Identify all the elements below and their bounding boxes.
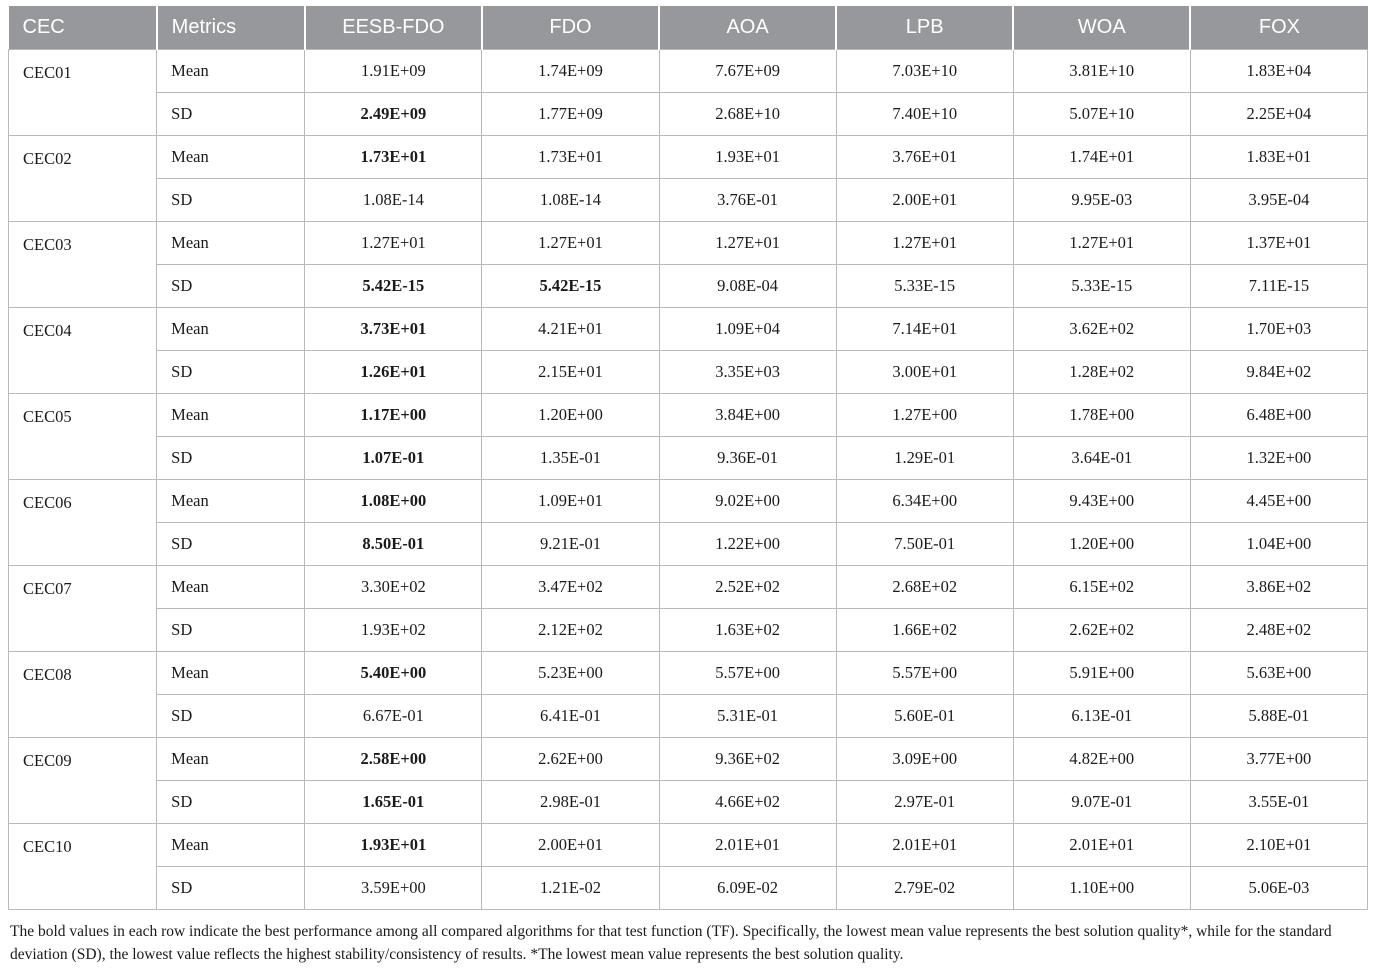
metric-label: Mean bbox=[157, 480, 305, 523]
value-cell: 9.43E+00 bbox=[1013, 480, 1190, 523]
value-cell: 1.27E+00 bbox=[836, 394, 1013, 437]
value-cell: 2.00E+01 bbox=[836, 179, 1013, 222]
value-cell: 7.03E+10 bbox=[836, 50, 1013, 93]
header-row bbox=[9, 6, 1368, 50]
cec-label: CEC01 bbox=[9, 50, 157, 136]
value-cell: 1.27E+01 bbox=[659, 222, 836, 265]
value-cell: 2.01E+01 bbox=[1013, 824, 1190, 867]
value-cell: 5.33E-15 bbox=[836, 265, 1013, 308]
value-cell: 2.58E+00 bbox=[305, 738, 482, 781]
value-cell: 2.98E-01 bbox=[482, 781, 659, 824]
value-cell: 3.55E-01 bbox=[1190, 781, 1367, 824]
value-cell: 2.79E-02 bbox=[836, 867, 1013, 910]
table-row bbox=[9, 179, 1368, 222]
value-cell: 1.83E+04 bbox=[1190, 50, 1367, 93]
value-cell: 1.70E+03 bbox=[1190, 308, 1367, 351]
value-cell: 5.31E-01 bbox=[659, 695, 836, 738]
table-row bbox=[9, 480, 1368, 523]
metric-label: SD bbox=[157, 695, 305, 738]
metric-label: Mean bbox=[157, 394, 305, 437]
value-cell: 2.10E+01 bbox=[1190, 824, 1367, 867]
value-cell: 9.08E-04 bbox=[659, 265, 836, 308]
value-cell: 1.08E-14 bbox=[482, 179, 659, 222]
value-cell: 3.81E+10 bbox=[1013, 50, 1190, 93]
value-cell: 5.88E-01 bbox=[1190, 695, 1367, 738]
cec-label: CEC06 bbox=[9, 480, 157, 566]
value-cell: 5.23E+00 bbox=[482, 652, 659, 695]
value-cell: 1.91E+09 bbox=[305, 50, 482, 93]
value-cell: 1.27E+01 bbox=[482, 222, 659, 265]
metric-label: Mean bbox=[157, 566, 305, 609]
metric-label: SD bbox=[157, 781, 305, 824]
value-cell: 5.42E-15 bbox=[305, 265, 482, 308]
value-cell: 1.35E-01 bbox=[482, 437, 659, 480]
metric-label: SD bbox=[157, 867, 305, 910]
value-cell: 5.63E+00 bbox=[1190, 652, 1367, 695]
value-cell: 7.50E-01 bbox=[836, 523, 1013, 566]
value-cell: 1.93E+01 bbox=[305, 824, 482, 867]
value-cell: 4.45E+00 bbox=[1190, 480, 1367, 523]
value-cell: 4.66E+02 bbox=[659, 781, 836, 824]
table-row bbox=[9, 867, 1368, 910]
value-cell: 3.86E+02 bbox=[1190, 566, 1367, 609]
footnote-text: The bold values in each row indicate the best performance among all compared algorithms for that test function (TF). Specifically, the lowest mean value represents the best solution quality*, while for the standard deviation (SD), the lowest value reflects the highest stability/consistency of results. *The lowest mean value represents the best solution quality. bbox=[10, 923, 1332, 964]
value-cell: 3.77E+00 bbox=[1190, 738, 1367, 781]
value-cell: 1.74E+01 bbox=[1013, 136, 1190, 179]
table-row bbox=[9, 824, 1368, 867]
table-row bbox=[9, 308, 1368, 351]
column-header-eesb-fdo: EESB-FDO bbox=[305, 6, 482, 50]
cec-label: CEC10 bbox=[9, 824, 157, 910]
value-cell: 3.76E-01 bbox=[659, 179, 836, 222]
value-cell: 5.07E+10 bbox=[1013, 93, 1190, 136]
value-cell: 9.84E+02 bbox=[1190, 351, 1367, 394]
table-row bbox=[9, 738, 1368, 781]
value-cell: 3.47E+02 bbox=[482, 566, 659, 609]
value-cell: 1.27E+01 bbox=[305, 222, 482, 265]
value-cell: 1.27E+01 bbox=[1013, 222, 1190, 265]
value-cell: 1.08E-14 bbox=[305, 179, 482, 222]
value-cell: 3.62E+02 bbox=[1013, 308, 1190, 351]
cec-label: CEC03 bbox=[9, 222, 157, 308]
value-cell: 1.22E+00 bbox=[659, 523, 836, 566]
table-row bbox=[9, 652, 1368, 695]
table-row bbox=[9, 437, 1368, 480]
column-header-metrics: Metrics bbox=[157, 6, 305, 50]
value-cell: 3.59E+00 bbox=[305, 867, 482, 910]
value-cell: 9.95E-03 bbox=[1013, 179, 1190, 222]
value-cell: 1.78E+00 bbox=[1013, 394, 1190, 437]
value-cell: 3.00E+01 bbox=[836, 351, 1013, 394]
value-cell: 2.68E+10 bbox=[659, 93, 836, 136]
cec-label: CEC05 bbox=[9, 394, 157, 480]
value-cell: 1.20E+00 bbox=[1013, 523, 1190, 566]
value-cell: 5.60E-01 bbox=[836, 695, 1013, 738]
metric-label: SD bbox=[157, 523, 305, 566]
value-cell: 1.28E+02 bbox=[1013, 351, 1190, 394]
value-cell: 3.76E+01 bbox=[836, 136, 1013, 179]
metric-label: Mean bbox=[157, 136, 305, 179]
value-cell: 5.06E-03 bbox=[1190, 867, 1367, 910]
value-cell: 1.04E+00 bbox=[1190, 523, 1367, 566]
column-header-fdo: FDO bbox=[482, 6, 659, 50]
value-cell: 1.77E+09 bbox=[482, 93, 659, 136]
value-cell: 1.93E+02 bbox=[305, 609, 482, 652]
column-header-fox: FOX bbox=[1190, 6, 1367, 50]
value-cell: 9.07E-01 bbox=[1013, 781, 1190, 824]
table-row bbox=[9, 566, 1368, 609]
column-header-lpb: LPB bbox=[836, 6, 1013, 50]
table-body bbox=[9, 50, 1368, 910]
column-header-cec: CEC bbox=[9, 6, 157, 50]
value-cell: 3.84E+00 bbox=[659, 394, 836, 437]
value-cell: 4.21E+01 bbox=[482, 308, 659, 351]
value-cell: 1.83E+01 bbox=[1190, 136, 1367, 179]
value-cell: 6.09E-02 bbox=[659, 867, 836, 910]
table-row bbox=[9, 781, 1368, 824]
cec-label: CEC02 bbox=[9, 136, 157, 222]
metric-label: Mean bbox=[157, 738, 305, 781]
column-header-woa: WOA bbox=[1013, 6, 1190, 50]
cec-label: CEC08 bbox=[9, 652, 157, 738]
table-row bbox=[9, 93, 1368, 136]
value-cell: 5.57E+00 bbox=[836, 652, 1013, 695]
cec-label: CEC07 bbox=[9, 566, 157, 652]
value-cell: 1.37E+01 bbox=[1190, 222, 1367, 265]
table-row bbox=[9, 136, 1368, 179]
value-cell: 1.66E+02 bbox=[836, 609, 1013, 652]
value-cell: 1.73E+01 bbox=[305, 136, 482, 179]
value-cell: 2.01E+01 bbox=[836, 824, 1013, 867]
value-cell: 6.48E+00 bbox=[1190, 394, 1367, 437]
value-cell: 8.50E-01 bbox=[305, 523, 482, 566]
value-cell: 9.21E-01 bbox=[482, 523, 659, 566]
value-cell: 2.62E+02 bbox=[1013, 609, 1190, 652]
value-cell: 6.13E-01 bbox=[1013, 695, 1190, 738]
value-cell: 5.40E+00 bbox=[305, 652, 482, 695]
value-cell: 2.97E-01 bbox=[836, 781, 1013, 824]
metric-label: SD bbox=[157, 93, 305, 136]
results-table bbox=[8, 6, 1368, 910]
value-cell: 1.07E-01 bbox=[305, 437, 482, 480]
value-cell: 1.10E+00 bbox=[1013, 867, 1190, 910]
value-cell: 1.65E-01 bbox=[305, 781, 482, 824]
metric-label: Mean bbox=[157, 652, 305, 695]
value-cell: 7.67E+09 bbox=[659, 50, 836, 93]
value-cell: 1.09E+04 bbox=[659, 308, 836, 351]
table-row bbox=[9, 50, 1368, 93]
value-cell: 1.20E+00 bbox=[482, 394, 659, 437]
value-cell: 1.21E-02 bbox=[482, 867, 659, 910]
value-cell: 5.57E+00 bbox=[659, 652, 836, 695]
value-cell: 2.49E+09 bbox=[305, 93, 482, 136]
value-cell: 1.93E+01 bbox=[659, 136, 836, 179]
table-row bbox=[9, 265, 1368, 308]
value-cell: 5.42E-15 bbox=[482, 265, 659, 308]
value-cell: 2.12E+02 bbox=[482, 609, 659, 652]
value-cell: 9.36E-01 bbox=[659, 437, 836, 480]
value-cell: 2.25E+04 bbox=[1190, 93, 1367, 136]
value-cell: 2.52E+02 bbox=[659, 566, 836, 609]
table-row bbox=[9, 222, 1368, 265]
value-cell: 1.29E-01 bbox=[836, 437, 1013, 480]
metric-label: SD bbox=[157, 265, 305, 308]
value-cell: 1.08E+00 bbox=[305, 480, 482, 523]
metric-label: Mean bbox=[157, 308, 305, 351]
metric-label: Mean bbox=[157, 824, 305, 867]
value-cell: 1.27E+01 bbox=[836, 222, 1013, 265]
table-row bbox=[9, 523, 1368, 566]
value-cell: 1.26E+01 bbox=[305, 351, 482, 394]
value-cell: 2.62E+00 bbox=[482, 738, 659, 781]
table-row bbox=[9, 695, 1368, 738]
value-cell: 5.33E-15 bbox=[1013, 265, 1190, 308]
table-row bbox=[9, 351, 1368, 394]
value-cell: 3.30E+02 bbox=[305, 566, 482, 609]
value-cell: 6.34E+00 bbox=[836, 480, 1013, 523]
value-cell: 3.64E-01 bbox=[1013, 437, 1190, 480]
value-cell: 2.01E+01 bbox=[659, 824, 836, 867]
cec-label: CEC09 bbox=[9, 738, 157, 824]
value-cell: 2.68E+02 bbox=[836, 566, 1013, 609]
value-cell: 7.11E-15 bbox=[1190, 265, 1367, 308]
value-cell: 3.73E+01 bbox=[305, 308, 482, 351]
value-cell: 4.82E+00 bbox=[1013, 738, 1190, 781]
value-cell: 1.32E+00 bbox=[1190, 437, 1367, 480]
value-cell: 3.95E-04 bbox=[1190, 179, 1367, 222]
value-cell: 6.67E-01 bbox=[305, 695, 482, 738]
metric-label: SD bbox=[157, 437, 305, 480]
value-cell: 2.00E+01 bbox=[482, 824, 659, 867]
value-cell: 7.40E+10 bbox=[836, 93, 1013, 136]
value-cell: 2.48E+02 bbox=[1190, 609, 1367, 652]
value-cell: 9.36E+02 bbox=[659, 738, 836, 781]
value-cell: 1.74E+09 bbox=[482, 50, 659, 93]
value-cell: 9.02E+00 bbox=[659, 480, 836, 523]
metric-label: SD bbox=[157, 351, 305, 394]
value-cell: 1.17E+00 bbox=[305, 394, 482, 437]
value-cell: 5.91E+00 bbox=[1013, 652, 1190, 695]
value-cell: 1.09E+01 bbox=[482, 480, 659, 523]
column-header-aoa: AOA bbox=[659, 6, 836, 50]
value-cell: 3.35E+03 bbox=[659, 351, 836, 394]
value-cell: 1.63E+02 bbox=[659, 609, 836, 652]
value-cell: 2.15E+01 bbox=[482, 351, 659, 394]
value-cell: 6.41E-01 bbox=[482, 695, 659, 738]
value-cell: 1.73E+01 bbox=[482, 136, 659, 179]
metric-label: SD bbox=[157, 179, 305, 222]
table-row bbox=[9, 394, 1368, 437]
value-cell: 7.14E+01 bbox=[836, 308, 1013, 351]
value-cell: 6.15E+02 bbox=[1013, 566, 1190, 609]
cec-label: CEC04 bbox=[9, 308, 157, 394]
value-cell: 3.09E+00 bbox=[836, 738, 1013, 781]
table-row bbox=[9, 609, 1368, 652]
metric-label: SD bbox=[157, 609, 305, 652]
metric-label: Mean bbox=[157, 50, 305, 93]
metric-label: Mean bbox=[157, 222, 305, 265]
